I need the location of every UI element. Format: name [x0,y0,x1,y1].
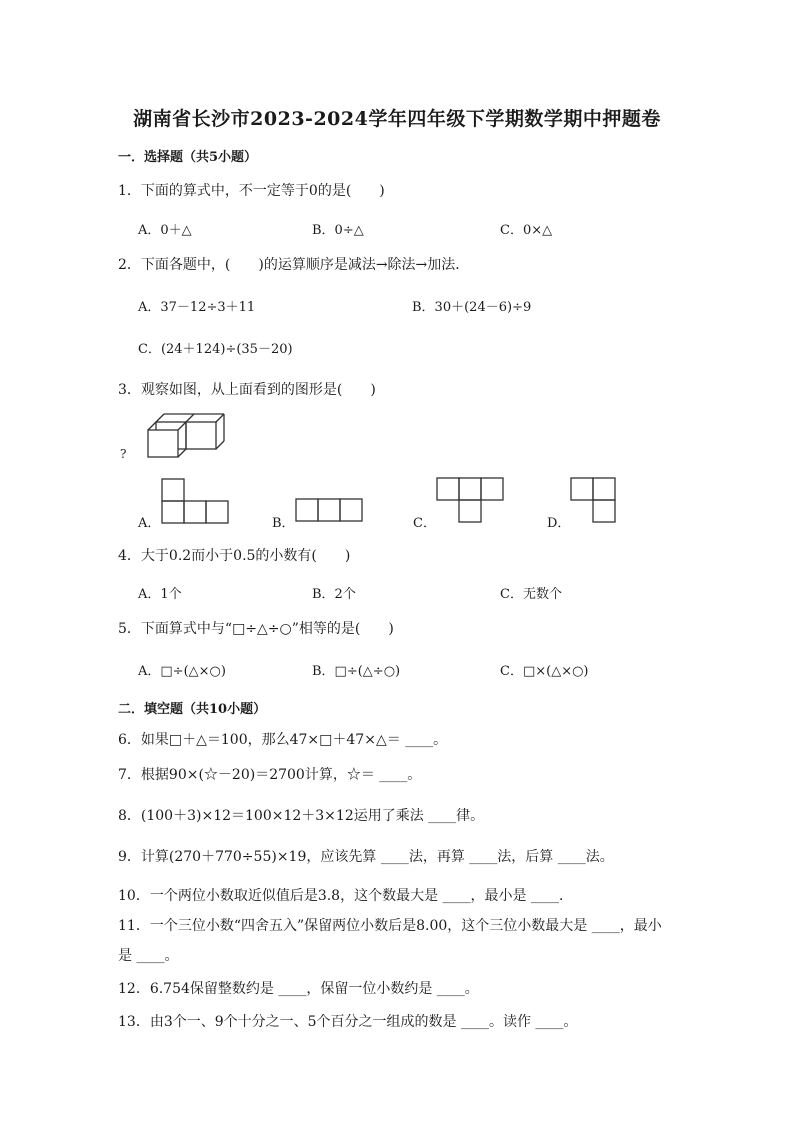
question-1-stem: 1．下面的算式中，不一定等于0的是( ) [118,183,385,199]
question-2-option-c: C．(24＋124)÷(35－20) [138,342,293,357]
question-1-option-a: A．0＋△ [138,223,192,238]
option-d-top-view-grid [569,476,619,526]
question-10: 10．一个两位小数取近似值后是3.8，这个数最大是 ____，最小是 ____． [118,888,573,904]
question-3-option-c: C． [413,516,436,531]
question-12: 12．6.754保留整数约是 ____，保留一位小数约是 ____。 [118,981,479,997]
question-4-option-b: B．2个 [312,587,356,602]
question-2-option-b: B．30＋(24－6)÷9 [412,300,532,315]
question-8: 8．(100＋3)×12＝100×12＋3×12运用了乘法 ____律。 [118,808,485,824]
question-5-option-a: A．□÷(△×○) [138,664,226,679]
figure-question-mark: ? [120,447,127,461]
question-3-option-a: A． [138,516,161,531]
question-13: 13．由3个一、9个十分之一、5个百分之一组成的数是 ____。读作 ____。 [118,1014,578,1030]
question-3-option-b: B． [272,516,295,531]
question-5-option-c: C．□×(△×○) [500,664,589,679]
question-4-option-a: A．1个 [138,587,182,602]
question-6: 6．如果□＋△＝100，那么47×□＋47×△＝ ____。 [118,732,448,748]
question-2-option-a: A．37－12÷3＋11 [138,300,256,315]
question-9: 9．计算(270＋770÷55)×19，应该先算 ____法，再算 ____法，后算 ____法。 [118,849,614,865]
question-5-option-b: B．□÷(△÷○) [312,664,401,679]
section-heading-choice: 一．选择题（共5小题） [118,150,258,165]
option-a-top-view-grid [160,477,232,525]
question-7: 7．根据90×(☆－20)＝2700计算，☆＝ ____。 [118,767,422,783]
question-3-option-d: D． [547,516,571,531]
question-1-option-b: B．0÷△ [312,223,364,238]
question-4-stem: 4．大于0.2而小于0.5的小数有( ) [118,548,351,564]
question-4-option-c: C．无数个 [500,587,562,602]
question-1-option-c: C．0×△ [500,223,553,238]
question-3-stem: 3．观察如图，从上面看到的图形是( ) [118,382,376,398]
cube-stack-figure [126,410,226,460]
option-c-top-view-grid [435,476,507,526]
option-b-top-view-grid [294,497,366,525]
section-heading-fill-blank: 二．填空题（共10小题） [118,702,267,717]
page-title: 湖南省长沙市2023-2024学年四年级下学期数学期中押题卷 [133,108,661,130]
question-11-line-2: 是 ____。 [118,948,179,964]
question-2-stem: 2．下面各题中，( )的运算顺序是减法→除法→加法． [118,257,470,273]
question-11-line-1: 11．一个三位小数“四舍五入”保留两位小数后是8.00，这个三位小数最大是 ____，最小 [118,918,662,934]
question-5-stem: 5．下面算式中与“□÷△÷○”相等的是( ) [118,621,394,637]
